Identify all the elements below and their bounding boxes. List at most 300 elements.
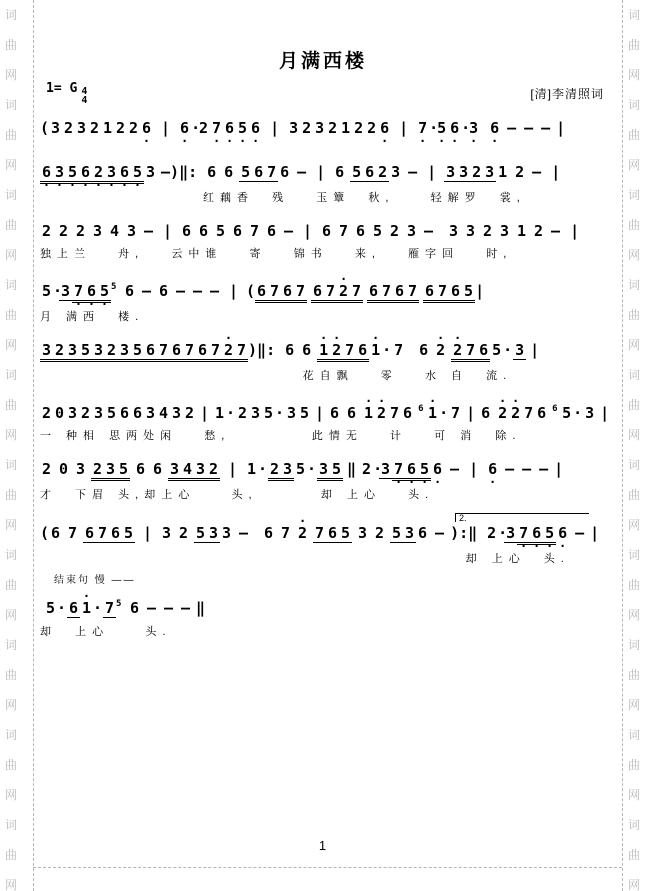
watermark-char: 曲 (4, 308, 17, 322)
watermark-char: 曲 (627, 398, 640, 412)
barline-symbol: ‖ (257, 341, 267, 359)
note: 7 (104, 599, 115, 617)
note: 3 (381, 460, 391, 478)
note: 2 (367, 119, 377, 137)
note: 6 (537, 404, 547, 422)
note: 7 (466, 341, 476, 359)
note: 5 (464, 282, 474, 300)
note: 7 (270, 282, 280, 300)
note: 7 (408, 282, 418, 300)
margin-dash-left (33, 0, 34, 891)
note: 5 (124, 524, 134, 542)
beam-group (504, 525, 517, 543)
dash-note: – (551, 222, 561, 240)
lyricist-credit: [清]李清照词 (530, 87, 604, 101)
page-number: 1 (318, 838, 327, 853)
watermark-char: 词 (627, 458, 640, 472)
notes-line (40, 111, 606, 146)
note: 2 (75, 222, 86, 240)
music-system (40, 333, 606, 383)
watermark-char: 网 (627, 518, 640, 532)
barline-symbol: | (143, 524, 153, 542)
augmentation-dot: · (373, 460, 383, 478)
watermark-char: 曲 (627, 128, 640, 142)
note: 3 (449, 222, 459, 240)
note: 7 (267, 163, 277, 181)
note: 6 (479, 341, 489, 359)
dash-note: – (408, 163, 418, 181)
barline-symbol: | (590, 524, 600, 542)
beam-group (317, 342, 369, 362)
beam-group (367, 283, 419, 303)
watermark-char: 网 (4, 788, 17, 802)
note: 6 (158, 282, 169, 300)
note: 6 (403, 404, 413, 422)
note: 6 (418, 524, 428, 542)
note: 6 (365, 163, 375, 181)
note: 3 (405, 524, 415, 542)
beam-group (196, 342, 248, 362)
note: 7 (210, 341, 221, 359)
barline-symbol: | (554, 460, 564, 478)
augmentation-dot: · (53, 282, 63, 300)
barline-symbol: | (303, 222, 313, 240)
barline-symbol: ‖ (179, 163, 189, 181)
watermark-char: 词 (627, 8, 640, 22)
note: 6 (124, 282, 135, 300)
note: 6 (322, 222, 332, 240)
note: 6 (224, 163, 234, 181)
beam-group (59, 283, 72, 301)
augmentation-dot: · (57, 599, 67, 617)
note: 3 (145, 404, 156, 422)
note: 1 (517, 222, 527, 240)
beam-group (311, 283, 363, 303)
note: 2 (90, 119, 100, 137)
music-system (40, 111, 606, 146)
watermark-char: 网 (627, 158, 640, 172)
dash-note: – (539, 460, 549, 478)
note: 6 (425, 282, 435, 300)
note: 6 (356, 222, 366, 240)
note: 3 (466, 222, 476, 240)
note: 6 (207, 163, 217, 181)
note: 7 (352, 282, 362, 300)
note: 4 (158, 404, 169, 422)
dash-note: – (297, 163, 307, 181)
barline-symbol: — (161, 163, 171, 181)
music-system (40, 452, 606, 502)
note: 6 · (140, 120, 153, 137)
note: 5 · (236, 120, 249, 137)
note: 6 (451, 282, 461, 300)
note: 5 (392, 524, 402, 542)
watermark-char: 词 (627, 548, 640, 562)
lyrics-line: 才 下眉 头,却上心 头, 却 上心 头. (40, 489, 435, 501)
note: · 2 (509, 405, 522, 422)
grace-note: 6 (552, 404, 558, 414)
note: 6 (152, 460, 163, 478)
note: 3 (459, 163, 469, 181)
watermark-char: 词 (4, 818, 17, 832)
augmentation-dot: · (226, 404, 236, 422)
note: 2 (390, 222, 400, 240)
note: 7 · (210, 120, 223, 137)
note: 6 (85, 524, 95, 542)
lyrics-line: 月 满西 楼. (40, 311, 145, 323)
watermark-char: 网 (4, 698, 17, 712)
note: 3 (171, 404, 182, 422)
note: 6 (135, 460, 146, 478)
note: · 2 (496, 405, 509, 422)
note: 6 (51, 524, 61, 542)
beam-group (392, 461, 431, 481)
barline-symbol: ‖ (347, 460, 357, 478)
watermark-char: 网 (627, 338, 640, 352)
note: 6 (285, 341, 295, 359)
note: · 2 (222, 342, 235, 359)
note: 6 (283, 282, 293, 300)
dash-note: – (192, 282, 203, 300)
watermark-char: 网 (627, 698, 640, 712)
note: 3 (319, 460, 329, 478)
beam-group (268, 461, 294, 481)
beam-group (72, 283, 111, 303)
time-top: 4 (81, 86, 88, 97)
note: 5 (341, 524, 351, 542)
note: 3 (315, 119, 325, 137)
dash-note: – (146, 599, 157, 617)
note: 6 (129, 599, 140, 617)
augmentation-dot: · (503, 341, 513, 359)
note: 6 (264, 524, 274, 542)
margin-dash-right (622, 0, 623, 891)
barline-symbol: | (427, 163, 437, 181)
dash-note: – (522, 460, 532, 478)
note: 2 (238, 404, 248, 422)
note: 6 (395, 282, 405, 300)
beam-group (451, 342, 490, 362)
volta-bracket: 2. (455, 513, 589, 522)
note: 2 (302, 119, 312, 137)
note: 7 (281, 524, 291, 542)
note: 6 (330, 404, 340, 422)
note: 5 · (435, 120, 448, 137)
music-system (40, 270, 606, 324)
watermark-char: 词 (4, 638, 17, 652)
score-systems (40, 111, 610, 639)
barline-symbol: | (556, 119, 566, 137)
watermark-char: 网 (627, 788, 640, 802)
note: 7 · (416, 120, 429, 137)
watermark-char: 曲 (627, 218, 640, 232)
note: 3 (93, 404, 104, 422)
note: 3 (126, 222, 137, 240)
note: 6 · (488, 120, 501, 137)
dash-note: – (424, 222, 434, 240)
note: 6 · (556, 525, 569, 542)
note: 6 (369, 282, 379, 300)
dash-note: – (507, 119, 517, 137)
note: 6 · (40, 164, 53, 181)
watermark-char: 词 (627, 638, 640, 652)
note: 7 (315, 524, 325, 542)
note: 2 (184, 404, 195, 422)
dash-note: – (541, 119, 551, 137)
note: 7 (68, 524, 78, 542)
note: 6 (199, 222, 209, 240)
note: 7 (184, 341, 195, 359)
note: 6 · (85, 283, 98, 300)
note: 5 (216, 222, 226, 240)
watermark-char: 词 (4, 458, 17, 472)
note: 5 (41, 282, 52, 300)
note: 2 (58, 222, 69, 240)
key-signature (46, 81, 87, 105)
note: 5 (196, 524, 206, 542)
note: 6 (481, 404, 491, 422)
watermark-char: 网 (4, 158, 17, 172)
note: 7 · (517, 525, 530, 542)
dash-note: – (435, 524, 445, 542)
note: 6 (313, 282, 323, 300)
note: 6 (119, 404, 130, 422)
note: 3 (105, 460, 116, 478)
notes-line (40, 214, 606, 249)
beam-group (144, 342, 196, 362)
note: 5 (296, 460, 306, 478)
note: 5 · (543, 525, 556, 542)
note: 6 (419, 341, 429, 359)
note: 3 (119, 341, 130, 359)
note: 7 (382, 282, 392, 300)
note: 6 (68, 599, 79, 617)
watermark-char: 曲 (4, 398, 17, 412)
watermark-char: 网 (4, 518, 17, 532)
note: 5 (241, 163, 251, 181)
note: 5 · (98, 283, 111, 300)
note: 6 · (223, 120, 236, 137)
music-system (40, 392, 610, 443)
note: · 2 (375, 405, 388, 422)
note: 2 (375, 524, 385, 542)
note: 2 (80, 404, 91, 422)
barline-symbol: | (316, 163, 326, 181)
notes-line (40, 333, 606, 371)
barline-symbol: | (399, 119, 409, 137)
note: 2 (487, 524, 497, 542)
watermark-char: 词 (4, 278, 17, 292)
note: 7 (345, 341, 355, 359)
watermark-char: 曲 (627, 668, 640, 682)
watermark-char: 词 (627, 818, 640, 832)
note: 3 (506, 524, 516, 542)
dash-note: – (163, 599, 174, 617)
note: 7 · (72, 283, 85, 300)
dash-note: – (450, 460, 460, 478)
beam-group (239, 164, 278, 182)
watermark-char: 词 (4, 98, 17, 112)
note: 4 (182, 460, 193, 478)
note: 3 · (105, 164, 118, 181)
note: 2 (41, 460, 52, 478)
watermark-char: 词 (627, 98, 640, 112)
note: 1 (247, 460, 257, 478)
beam-group (67, 600, 80, 618)
barline-symbol: ) (248, 341, 258, 359)
note: 7 (158, 341, 169, 359)
note: 2 (41, 404, 52, 422)
note: 2 (129, 119, 139, 137)
music-system (40, 214, 606, 261)
note: 5 (264, 404, 274, 422)
augmentation-dot: · (275, 404, 285, 422)
note: 7 (438, 282, 448, 300)
watermark-char: 曲 (4, 668, 17, 682)
note: 3 (222, 524, 232, 542)
augmentation-dot: · (573, 404, 583, 422)
note: 7 (296, 282, 306, 300)
note: 1 (215, 404, 225, 422)
note: 3 (485, 163, 495, 181)
note: 6 · (378, 120, 391, 137)
beam-group (313, 525, 352, 543)
note: 5 (373, 222, 383, 240)
augmentation-dot: · (439, 404, 449, 422)
note: 6 · (486, 461, 499, 478)
note: 3 (169, 460, 180, 478)
barline-symbol: | (228, 460, 238, 478)
key-label: 1= G (46, 81, 78, 96)
beam-group (255, 283, 307, 303)
note: 6 (171, 341, 182, 359)
note: 6 (132, 404, 143, 422)
note: · 2 (296, 525, 309, 542)
note: 5 (132, 341, 143, 359)
lyrics-line: 独上兰 舟, 云中谁 寄 锦书 来, 雁字回 时, (40, 248, 513, 260)
augmentation-dot: · (461, 119, 471, 137)
note: 3 (195, 460, 206, 478)
note: · 1 (426, 405, 439, 422)
watermark-char: 网 (627, 608, 640, 622)
watermark-char: 曲 (627, 488, 640, 502)
note: · 2 (330, 342, 343, 359)
watermark-char: 词 (4, 548, 17, 562)
note: 2 (354, 119, 364, 137)
note: 1 (341, 119, 351, 137)
beam-group (40, 342, 92, 362)
beam-group (517, 525, 556, 545)
page-title: 月满西楼 (278, 51, 367, 72)
note: 4 (109, 222, 120, 240)
barline-symbol: | (229, 282, 239, 300)
watermark-right (625, 0, 643, 891)
note: 5 · (131, 164, 144, 181)
note: 2 (199, 119, 209, 137)
note: 7 (390, 404, 400, 422)
margin-dash-bottom (33, 867, 622, 868)
note: 6 (358, 341, 368, 359)
note: 2 (483, 222, 493, 240)
note: 5 (118, 460, 129, 478)
note: 6 (347, 404, 357, 422)
dash-note: – (209, 282, 220, 300)
note: 3 (51, 119, 61, 137)
note: 2 (92, 460, 103, 478)
note: 5 (106, 404, 117, 422)
grace-note: 6 (418, 404, 424, 414)
music-system (40, 575, 606, 639)
note: 1 (103, 119, 113, 137)
note: 7 (250, 222, 260, 240)
note: 6 · (178, 120, 191, 137)
barline-symbol: | (469, 460, 479, 478)
note: 6 (111, 524, 121, 542)
music-system (40, 511, 606, 566)
note: 5 (332, 460, 342, 478)
barline-symbol: ( (246, 282, 256, 300)
note: 6 · (249, 120, 262, 137)
barline-symbol: | (200, 404, 210, 422)
note: 2 (41, 222, 52, 240)
watermark-char: 网 (4, 428, 17, 442)
note: 3 (358, 524, 368, 542)
beam-group (40, 164, 144, 184)
augmentation-dot: · (93, 599, 103, 617)
watermark-char: 词 (4, 188, 17, 202)
barline-symbol: | (163, 222, 173, 240)
barline-symbol: | (551, 163, 561, 181)
note: 6 (302, 341, 312, 359)
note: 5 (352, 163, 362, 181)
note: 3 (77, 119, 87, 137)
note: 3 (93, 341, 104, 359)
watermark-char: 曲 (4, 758, 17, 772)
note: 0 (58, 460, 69, 478)
note: 1 (498, 163, 508, 181)
note: 3 (75, 460, 86, 478)
time-bottom: 4 (81, 95, 88, 106)
note: 3 (391, 163, 401, 181)
watermark-char: 网 (4, 248, 17, 262)
note: 6 · (448, 120, 461, 137)
note: 6 (197, 341, 208, 359)
augmentation-dot: · (382, 341, 392, 359)
augmentation-dot: · (191, 119, 201, 137)
note: 2 (328, 119, 338, 137)
note: 2 (534, 222, 544, 240)
note: 6 (145, 341, 156, 359)
note: 3 (500, 222, 510, 240)
note: 3 (283, 460, 293, 478)
note: · 2 (434, 342, 447, 359)
note: 7 (98, 524, 108, 542)
note: · 1 (362, 405, 375, 422)
note: 3 (67, 341, 78, 359)
note: 2 (106, 341, 117, 359)
score-meta (40, 79, 606, 105)
augmentation-dot: · (498, 524, 508, 542)
augmentation-dot: · (258, 460, 268, 478)
barline-symbol: | (600, 404, 610, 422)
dash-note: – (175, 282, 186, 300)
watermark-char: 曲 (4, 218, 17, 232)
watermark-char: 词 (4, 368, 17, 382)
note: · 1 (369, 342, 382, 359)
beam-group (91, 461, 130, 481)
beam-group (92, 342, 144, 362)
note: 7 (524, 404, 534, 422)
